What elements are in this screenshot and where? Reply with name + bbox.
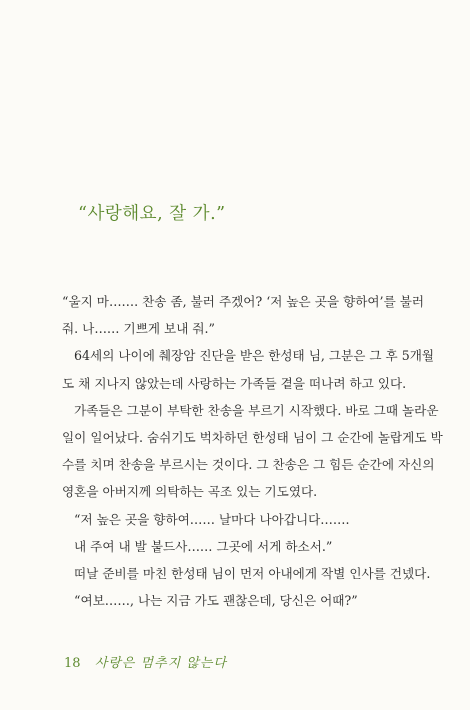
paragraph	[62, 587, 402, 614]
text-line: 수를 치며 찬송을 부르시는 것이다. 그 찬송은 그 힘든 순간에 자신의	[62, 457, 435, 473]
paragraph	[62, 397, 443, 506]
text-line: “저 높은 곳을 향하여…… 날마다 나아갑니다…….	[74, 511, 350, 527]
text-line: 가족들은 그분이 부탁한 찬송을 부르기 시작했다. 바로 그때 놀라운	[74, 402, 439, 418]
text-line: 내 주여 내 발 붙드사…… 그곳에 서게 하소서.”	[74, 538, 333, 554]
text-line: 일이 일어났다. 숨쉬기도 벅차하던 한성태 님이 그 순간에 놀랍게도 박	[62, 430, 443, 446]
paragraph	[62, 342, 435, 396]
body-text	[62, 288, 443, 614]
paragraph	[62, 506, 402, 533]
text-line: 줘. 나…… 기쁘게 보내 줘.”	[62, 321, 215, 337]
paragraph	[62, 560, 431, 587]
headline-quote: “사랑해요, 잘 가.”	[78, 204, 226, 224]
paragraph	[62, 288, 425, 342]
page-number: 18	[64, 656, 81, 671]
page-footer	[64, 652, 227, 671]
text-line: 떠날 준비를 마친 한성태 님이 먼저 아내에게 작별 인사를 건넸다.	[74, 566, 431, 582]
text-line: “여보……, 나는 지금 가도 괜찮은데, 당신은 어때?”	[74, 593, 358, 609]
text-line: 도 채 지나지 않았는데 사랑하는 가족들 곁을 떠나려 하고 있다.	[62, 375, 407, 391]
book-title: 사랑은 멈추지 않는다	[94, 656, 227, 671]
text-line: “울지 마……. 찬송 좀, 불러 주겠어? ‘저 높은 곳을 향하여’를 불러	[62, 294, 425, 309]
text-line: 64세의 나이에 췌장암 진단을 받은 한성태 님, 그분은 그 후 5개월	[74, 348, 435, 364]
paragraph	[62, 533, 402, 560]
text-line: 영혼을 아버지께 의탁하는 곡조 있는 기도였다.	[62, 484, 318, 500]
